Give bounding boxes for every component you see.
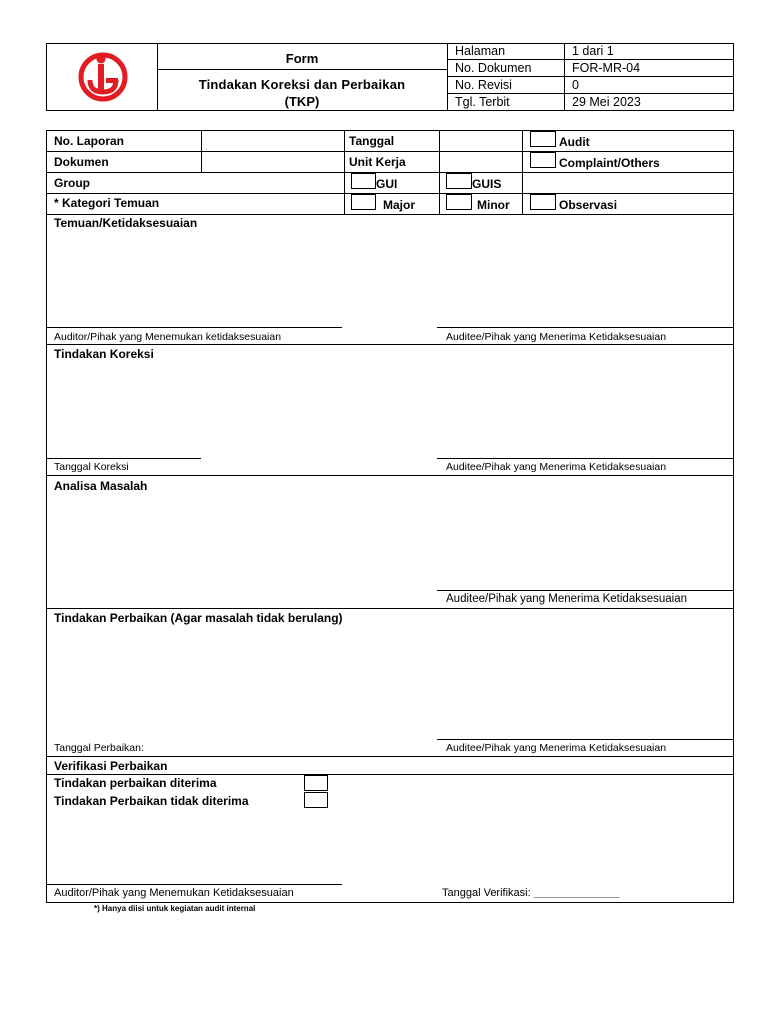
group-label: Group <box>54 176 90 190</box>
koreksi-textarea[interactable] <box>48 363 732 457</box>
minor-checkbox[interactable] <box>446 194 472 210</box>
koreksi-sig-left: Tanggal Koreksi <box>54 461 129 473</box>
verifikasi-notes[interactable] <box>48 812 732 882</box>
meta-label-halaman: Halaman <box>455 44 506 58</box>
meta-label-revisi: No. Revisi <box>455 78 512 92</box>
verifikasi-title: Verifikasi Perbaikan <box>54 759 168 773</box>
unit-kerja-label: Unit Kerja <box>349 155 406 169</box>
observasi-checkbox[interactable] <box>530 194 556 210</box>
tidak-diterima-label: Tindakan Perbaikan tidak diterima <box>54 794 249 808</box>
audit-checkbox[interactable] <box>530 131 556 147</box>
verifikasi-date-blank[interactable]: ______________ <box>533 887 620 899</box>
footnote: *) Hanya diisi untuk kegiatan audit internal <box>94 904 256 913</box>
company-logo <box>76 50 130 104</box>
temuan-textarea[interactable] <box>48 232 732 326</box>
gui-checkbox[interactable] <box>351 173 376 189</box>
meta-value-dokumen: FOR-MR-04 <box>572 61 641 75</box>
diterima-checkbox[interactable] <box>304 775 328 791</box>
koreksi-sig-right: Auditee/Pihak yang Menerima Ketidaksesuaian <box>446 461 667 473</box>
gui-label: GUI <box>376 177 398 191</box>
verifikasi-sig-left: Auditor/Pihak yang Menemukan Ketidaksesuaian <box>54 887 294 899</box>
temuan-title: Temuan/Ketidaksesuaian <box>54 216 198 230</box>
unit-kerja-field[interactable] <box>440 152 521 172</box>
perbaikan-textarea[interactable] <box>48 627 732 737</box>
tanggal-label: Tanggal <box>349 134 395 148</box>
temuan-sig-left: Auditor/Pihak yang Menemukan ketidaksesuaian <box>54 331 282 343</box>
koreksi-title: Tindakan Koreksi <box>54 347 154 361</box>
dokumen-field[interactable] <box>202 152 343 172</box>
meta-label-terbit: Tgl. Terbit <box>455 95 510 109</box>
temuan-sig-right: Auditee/Pihak yang Menerima Ketidaksesuaian <box>446 331 667 343</box>
major-label: Major <box>383 198 416 212</box>
no-laporan-label: No. Laporan <box>54 134 125 148</box>
verifikasi-date-text: Tanggal Verifikasi: <box>442 887 531 899</box>
complaint-label: Complaint/Others <box>559 156 660 170</box>
analisa-textarea[interactable] <box>48 495 732 589</box>
guis-checkbox[interactable] <box>446 173 472 189</box>
form-title-line1: Tindakan Koreksi dan Perbaikan <box>198 77 406 92</box>
form-label: Form <box>285 51 319 66</box>
minor-label: Minor <box>477 198 510 212</box>
complaint-checkbox[interactable] <box>530 152 556 168</box>
meta-value-halaman: 1 dari 1 <box>572 44 614 58</box>
analisa-title: Analisa Masalah <box>54 479 148 493</box>
diterima-label: Tindakan perbaikan diterima <box>54 776 217 790</box>
audit-label: Audit <box>559 135 590 149</box>
perbaikan-sig-left: Tanggal Perbaikan: <box>54 742 144 754</box>
meta-value-revisi: 0 <box>572 78 579 92</box>
analisa-sig-right: Auditee/Pihak yang Menerima Ketidaksesuaian <box>446 593 688 605</box>
major-checkbox[interactable] <box>351 194 376 210</box>
dokumen-label: Dokumen <box>54 155 109 169</box>
verifikasi-date-label <box>442 887 619 899</box>
perbaikan-title: Tindakan Perbaikan (Agar masalah tidak berulang) <box>54 611 343 625</box>
kategori-label: * Kategori Temuan <box>54 196 160 210</box>
meta-value-terbit: 29 Mei 2023 <box>572 95 641 109</box>
meta-label-dokumen: No. Dokumen <box>455 61 532 75</box>
observasi-label: Observasi <box>559 198 618 212</box>
perbaikan-sig-right: Auditee/Pihak yang Menerima Ketidaksesuaian <box>446 742 667 754</box>
no-laporan-field[interactable] <box>202 131 343 151</box>
form-title-line2: (TKP) <box>284 94 320 109</box>
tanggal-field[interactable] <box>440 131 521 151</box>
tidak-diterima-checkbox[interactable] <box>304 792 328 808</box>
guis-label: GUIS <box>472 177 502 191</box>
